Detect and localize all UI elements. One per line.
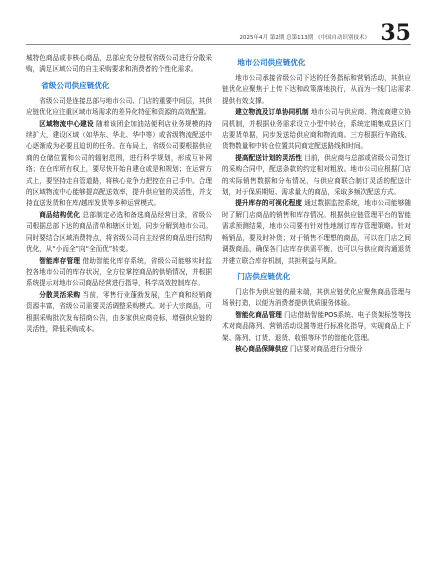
right-column (222, 53, 411, 355)
paragraph-lead: 分散灵活采购 (39, 290, 81, 299)
header-rule (26, 44, 411, 45)
paragraph-lead: 提升库存的可视化程度 (235, 199, 302, 208)
paragraph: 门店作为供应链的最末端，其供应链优化应聚焦商品管理与场景打造，以便为消费者提供优质服务体验。 (222, 287, 411, 308)
paragraph (222, 107, 411, 153)
paragraph (222, 198, 411, 266)
section-heading-city: 地市公司供应链优化 (237, 58, 306, 67)
paragraph-body: 地市公司与供应商、物流商建立协同机制，并根据业务需求设立小型中转仓，系统定期集成县区门店要货单据，同步发送给供应商和物流商。三方根据行车路线、货物数量和中转仓位置共同商定配送路线和时间。 (222, 108, 412, 151)
paragraph-body: 门店借助智能POS系统、电子货架标签等技术对商品陈列、营销活动设置等进行标准化指导，实现商品上下架、陈列、订货、退货、收银等环节的智能化管理。 (222, 310, 411, 342)
paragraph-lead: 区域物流中心建设 (39, 119, 94, 128)
paragraph-body: 随着该团企加油站便利店业务规模的持续扩大，建设区域（如华东、华北、华中等）或省级物流配送中心逐渐成为必要且迫切的任务。在布局上，省级公司要根据供应商的仓储位置和公司的辐射范围，进行科学规划，形成互补网络；在仓库所有权上，要尽快开始自建仓或是和规划；在运营方式上，要坚持走自管道路，将核心竞争力把控在自己手中。合理的区域物流中心能够提高配送效率，提升供应链的灵活性，并支持直送发货和在库/越库发货等多种运营模式。 (26, 119, 212, 208)
paragraph-lead: 提高配送计划的灵活性 (235, 153, 302, 162)
section-heading-store: 门店供应链优化 (237, 271, 291, 281)
left-column (26, 53, 212, 335)
paragraph (26, 119, 212, 210)
paragraph: 省级公司是连接总部与地市公司、门店的重要中间层，其供应链优化应注重区域市场需求的差异化特征和资源的高效配置。 (26, 96, 212, 117)
paragraph-lead: 智能库存管理 (39, 256, 81, 265)
paragraph (26, 290, 212, 336)
paragraph-body: 目前，供应商与总部或省级公司签订的采购合同中，配送条款的约定相对粗放。地市公司应根据门店的实际销售数据和分布情况，与供应商联合制订灵活的配送计划，对于保质期短、需求量大的商品，采取多频次配送方式。 (222, 153, 411, 197)
paragraph-lead: 智能化商品管理 (235, 310, 282, 319)
paragraph (222, 310, 411, 344)
section-heading-province: 省级公司供应链优化 (41, 80, 110, 90)
paragraph-body: 当前，零售行业蓬勃发展，生产商和经销商资源丰富，省级公司需要灵活调整采购模式。对于大宗商品，可根据采购批次发布招商公告，由多家供应商竞标，增强供应链的灵活性，降低采购成本。 (26, 290, 212, 333)
paragraph-body: 门店要对商品进行分级分 (290, 344, 363, 353)
paragraph (222, 153, 411, 199)
paragraph-body: 借助智能化库存系统，省级公司能够实时监控各地市公司的库存状况，全方位掌控商品的供销情况，并根据系统提示对地市公司商品经营进行指导，科学高效控制库存。 (26, 256, 212, 288)
paragraph (26, 256, 212, 290)
paragraph-lead: 核心商品保障供应 (235, 344, 288, 353)
page-header (0, 0, 427, 46)
paragraph (26, 210, 212, 256)
paragraph-body: 总部制定必选和备选商品经营目录，省级公司根据总部下达的商品清单和辖区计划，同步分解到地市公司。同时要结合区域消费特点，将省级公司自主经营的商品进行结构优化，从“小而全”向“全而优”转变。 (26, 210, 212, 254)
page-number: 35 (380, 20, 411, 46)
paragraph-lead: 商品结构优化 (39, 210, 81, 219)
issue-info: 2025年4月 第2期 总第113期 《中国自动识别技术》 (239, 35, 370, 41)
paragraph: 城特色商品或非核心商品，总部应充分授权省级公司进行分散采购，满足区域公司的自主采购要求和消费者的个性化需求。 (26, 54, 212, 74)
paragraph: 地市公司承接省级公司下达的任务指标和营销活动，其供应链优化应聚焦于上传下达和政策落地执行，从而为一线门店需求提供有效支撑。 (222, 74, 411, 105)
paragraph-lead: 建立物流及订单协同机制 (235, 108, 309, 117)
paragraph-body: 通过数据监控系统，地市公司能够随时了解门店商品的销售和库存情况。根据供应链管理平台的智能需求预测结果，地市公司要有针对性地制订库存管理策略。针对畅销品，要及时补货；对于销售不理想的商品，可以在门店之间调拨商品，确保各门店库存供需平衡，也可以与供应商沟通退货并建立联合库存机制，共担利益与风险。 (222, 199, 411, 265)
paragraph (222, 344, 411, 355)
